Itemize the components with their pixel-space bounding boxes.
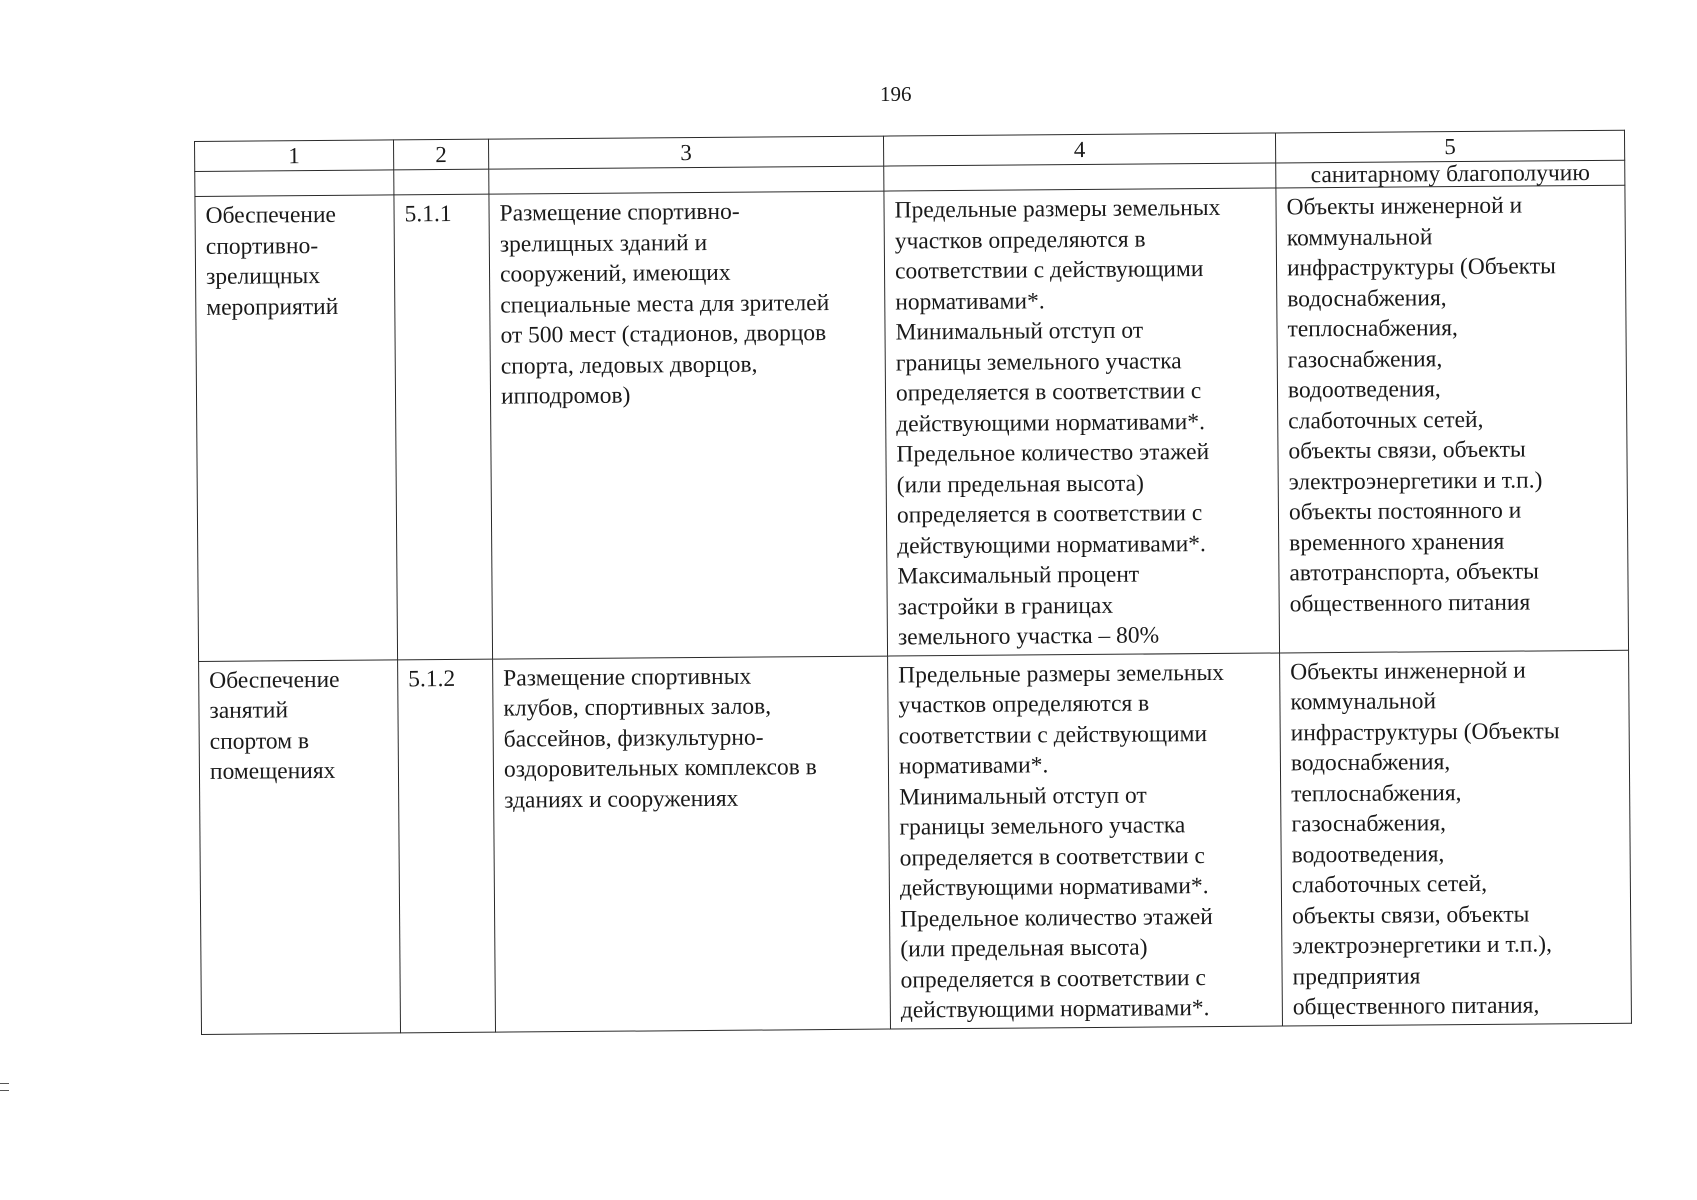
- land-use-table: [194, 130, 1632, 1035]
- page-number: 196: [880, 82, 912, 106]
- building-parameters: Предельные размеры земельных участков определяются в соответствии с действующими нормативами*. Минимальный отступ от границы земельного участка определяется в соответствии с действующими нормативами*. Предельное количество этажей (или предельная высота) определяется в соответствии с действующими нормативами*. Максимальный процент застройки в границах земельного участка – 80%: [884, 188, 1280, 656]
- auxiliary-uses: Объекты инженерной и коммунальной инфраструктуры (Объекты водоснабжения, теплоснабжения, газоснабжения, водоотведения, слаботочных сетей, объекты связи, объекты электроэнергетики и т.п.), предприятия общественного питания,: [1280, 650, 1632, 1026]
- use-type-code: 5.1.1: [394, 194, 493, 659]
- continuation-cell-2: [394, 169, 489, 195]
- use-type-description: Размещение спортивно- зрелищных зданий и сооружений, имеющих специальные места для зрителей от 500 мест (стадионов, дворцов спорта, ледовых дворцов, ипподромов): [489, 191, 888, 659]
- column-number-1: 1: [195, 140, 394, 172]
- column-number-5: 5: [1275, 130, 1624, 163]
- continuation-cell-4: [884, 163, 1276, 191]
- use-type-description: Размещение спортивных клубов, спортивных залов, бассейнов, физкультурно- оздоровительных комплексов в зданиях и сооружениях: [493, 656, 891, 1032]
- use-type-name: Обеспечение занятий спортом в помещениях: [199, 659, 401, 1034]
- continuation-cell-3: [489, 166, 884, 194]
- use-type-code: 5.1.2: [398, 659, 496, 1033]
- continuation-cell-5: санитарному благополучию: [1276, 160, 1625, 188]
- building-parameters: Предельные размеры земельных участков определяются в соответствии с действующими нормативами*. Минимальный отступ от границы земельного участка определяется в соответствии с действующими нормативами*. Предельное количество этажей (или предельная высота) определяется в соответствии с действующими нормативами*.: [888, 652, 1283, 1028]
- column-number-4: 4: [883, 133, 1275, 166]
- scan-mark: [0, 1083, 9, 1091]
- column-number-2: 2: [393, 139, 488, 170]
- table-row: [199, 650, 1632, 1034]
- column-number-3: 3: [488, 136, 883, 169]
- use-type-name: Обеспечение спортивно- зрелищных мероприятий: [195, 195, 398, 661]
- table-row: [195, 185, 1629, 661]
- auxiliary-uses: Объекты инженерной и коммунальной инфраструктуры (Объекты водоснабжения, теплоснабжения, газоснабжения, водоотведения, слаботочных сетей, объекты связи, объекты электроэнергетики и т.п.) объекты постоянного и временного хранения автотранспорта, объекты общественного питания: [1276, 185, 1629, 652]
- continuation-cell-1: [195, 170, 394, 197]
